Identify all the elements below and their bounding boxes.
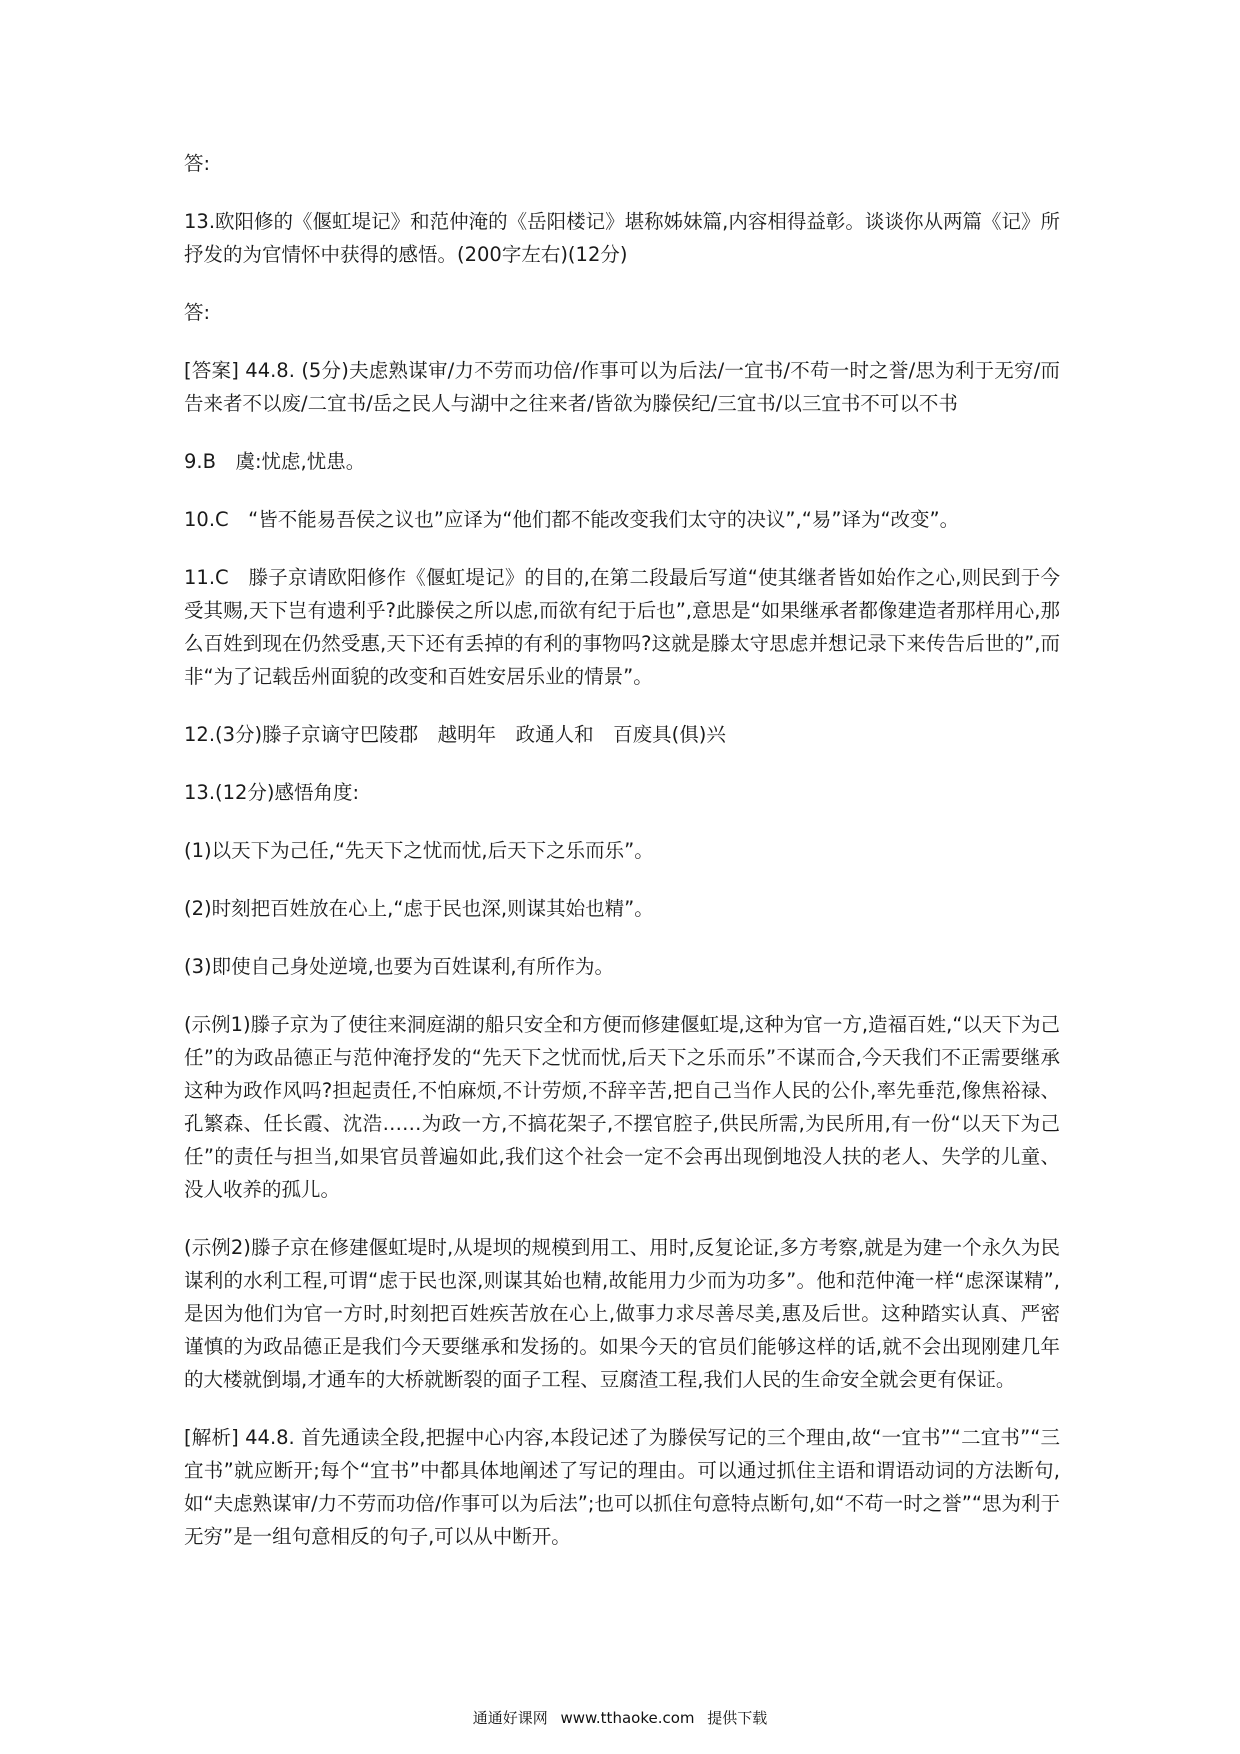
answer-12: 12.(3分)滕子京谪守巴陵郡 越明年 政通人和 百废具(俱)兴	[184, 723, 726, 746]
document-body	[184, 147, 1060, 1578]
answer-13-heading: 13.(12分)感悟角度:	[184, 781, 360, 804]
example-2: (示例2)滕子京在修建偃虹堤时,从堤坝的规模到用工、用时,反复论证,多方考察,就是为建一个永久为民谋利的水利工程,可谓“虑于民也深,则谋其始也精,故能用力少而为功多”。他和范仲淹一样“虑深谋精”,是因为他们为官一方时,时刻把百姓疾苦放在心上,做事力求尽善尽美,惠及后世。这种踏实认真、严密谨慎的为政品德正是我们今天要继承和发扬的。如果今天的官员们能够这样的话,就不会出现刚建几年的大楼就倒塌,才通车的大桥就断裂的面子工程、豆腐渣工程,我们人民的生命安全就会更有保证。	[184, 1236, 1060, 1391]
answer-label: 答:	[184, 301, 211, 324]
insight-point-1: (1)以天下为己任,“先天下之忧而忧,后天下之乐而乐”。	[184, 839, 654, 862]
insight-point-3: (3)即使自己身处逆境,也要为百姓谋利,有所作为。	[184, 955, 615, 978]
footer-note: 提供下载	[707, 1709, 768, 1727]
analysis-8: [解析] 44.8. 首先通读全段,把握中心内容,本段记述了为滕侯写记的三个理由,故“一宜书”“二宜书”“三宜书”就应断开;每个“宜书”中都具体地阐述了写记的理由。可以通过抓住主语和谓语动词的方法断句,如“夫虑熟谋审/力不劳而功倍/作事可以为后法”;也可以抓住句意特点断句,如“不苟一时之誉”“思为利于无穷”是一组句意相反的句子,可以从中断开。	[184, 1426, 1060, 1548]
footer-site-name: 通通好课网	[472, 1709, 548, 1727]
answer-11: 11.C 滕子京请欧阳修作《偃虹堤记》的目的,在第二段最后写道“使其继者皆如始作之心,则民到于今受其赐,天下岂有遗利乎?此滕侯之所以虑,而欲有纪于后也”,意思是“如果继承者都像建造者那样用心,那么百姓到现在仍然受惠,天下还有丢掉的有利的事物吗?这就是滕太守思虑并想记录下来传告后世的”,而非“为了记载岳州面貌的改变和百姓安居乐业的情景”。	[184, 566, 1060, 688]
example-1: (示例1)滕子京为了使往来洞庭湖的船只安全和方便而修建偃虹堤,这种为官一方,造福百姓,“以天下为己任”的为政品德正与范仲淹抒发的“先天下之忧而忧,后天下之乐而乐”不谋而合,今天我们不正需要继承这种为政作风吗?担起责任,不怕麻烦,不计劳烦,不辞辛苦,把自己当作人民的公仆,率先垂范,像焦裕禄、孔繁森、任长霞、沈浩……为政一方,不搞花架子,不摆官腔子,供民所需,为民所用,有一份“以天下为己任”的责任与担当,如果官员普遍如此,我们这个社会一定不会再出现倒地没人扶的老人、失学的儿童、没人收养的孤儿。	[184, 1013, 1060, 1201]
answer-label: 答:	[184, 152, 211, 175]
insight-point-2: (2)时刻把百姓放在心上,“虑于民也深,则谋其始也精”。	[184, 897, 654, 920]
answer-9: 9.B 虞:忧虑,忧患。	[184, 450, 366, 473]
answer-10: 10.C “皆不能易吾侯之议也”应译为“他们都不能改变我们太守的决议”,“易”译为“改变”。	[184, 508, 960, 531]
page-footer	[0, 1707, 1240, 1728]
footer-url[interactable]: www.tthaoke.com	[560, 1709, 695, 1727]
answer-key-8: [答案] 44.8. (5分)夫虑熟谋审/力不劳而功倍/作事可以为后法/一宜书/不苟一时之誉/思为利于无穷/而告来者不以废/二宜书/岳之民人与湖中之往来者/皆欲为滕侯纪/三宜书/以三宜书不可以不书	[184, 359, 1060, 415]
question-13: 13.欧阳修的《偃虹堤记》和范仲淹的《岳阳楼记》堪称姊妹篇,内容相得益彰。谈谈你从两篇《记》所抒发的为官情怀中获得的感悟。(200字左右)(12分)	[184, 210, 1060, 266]
